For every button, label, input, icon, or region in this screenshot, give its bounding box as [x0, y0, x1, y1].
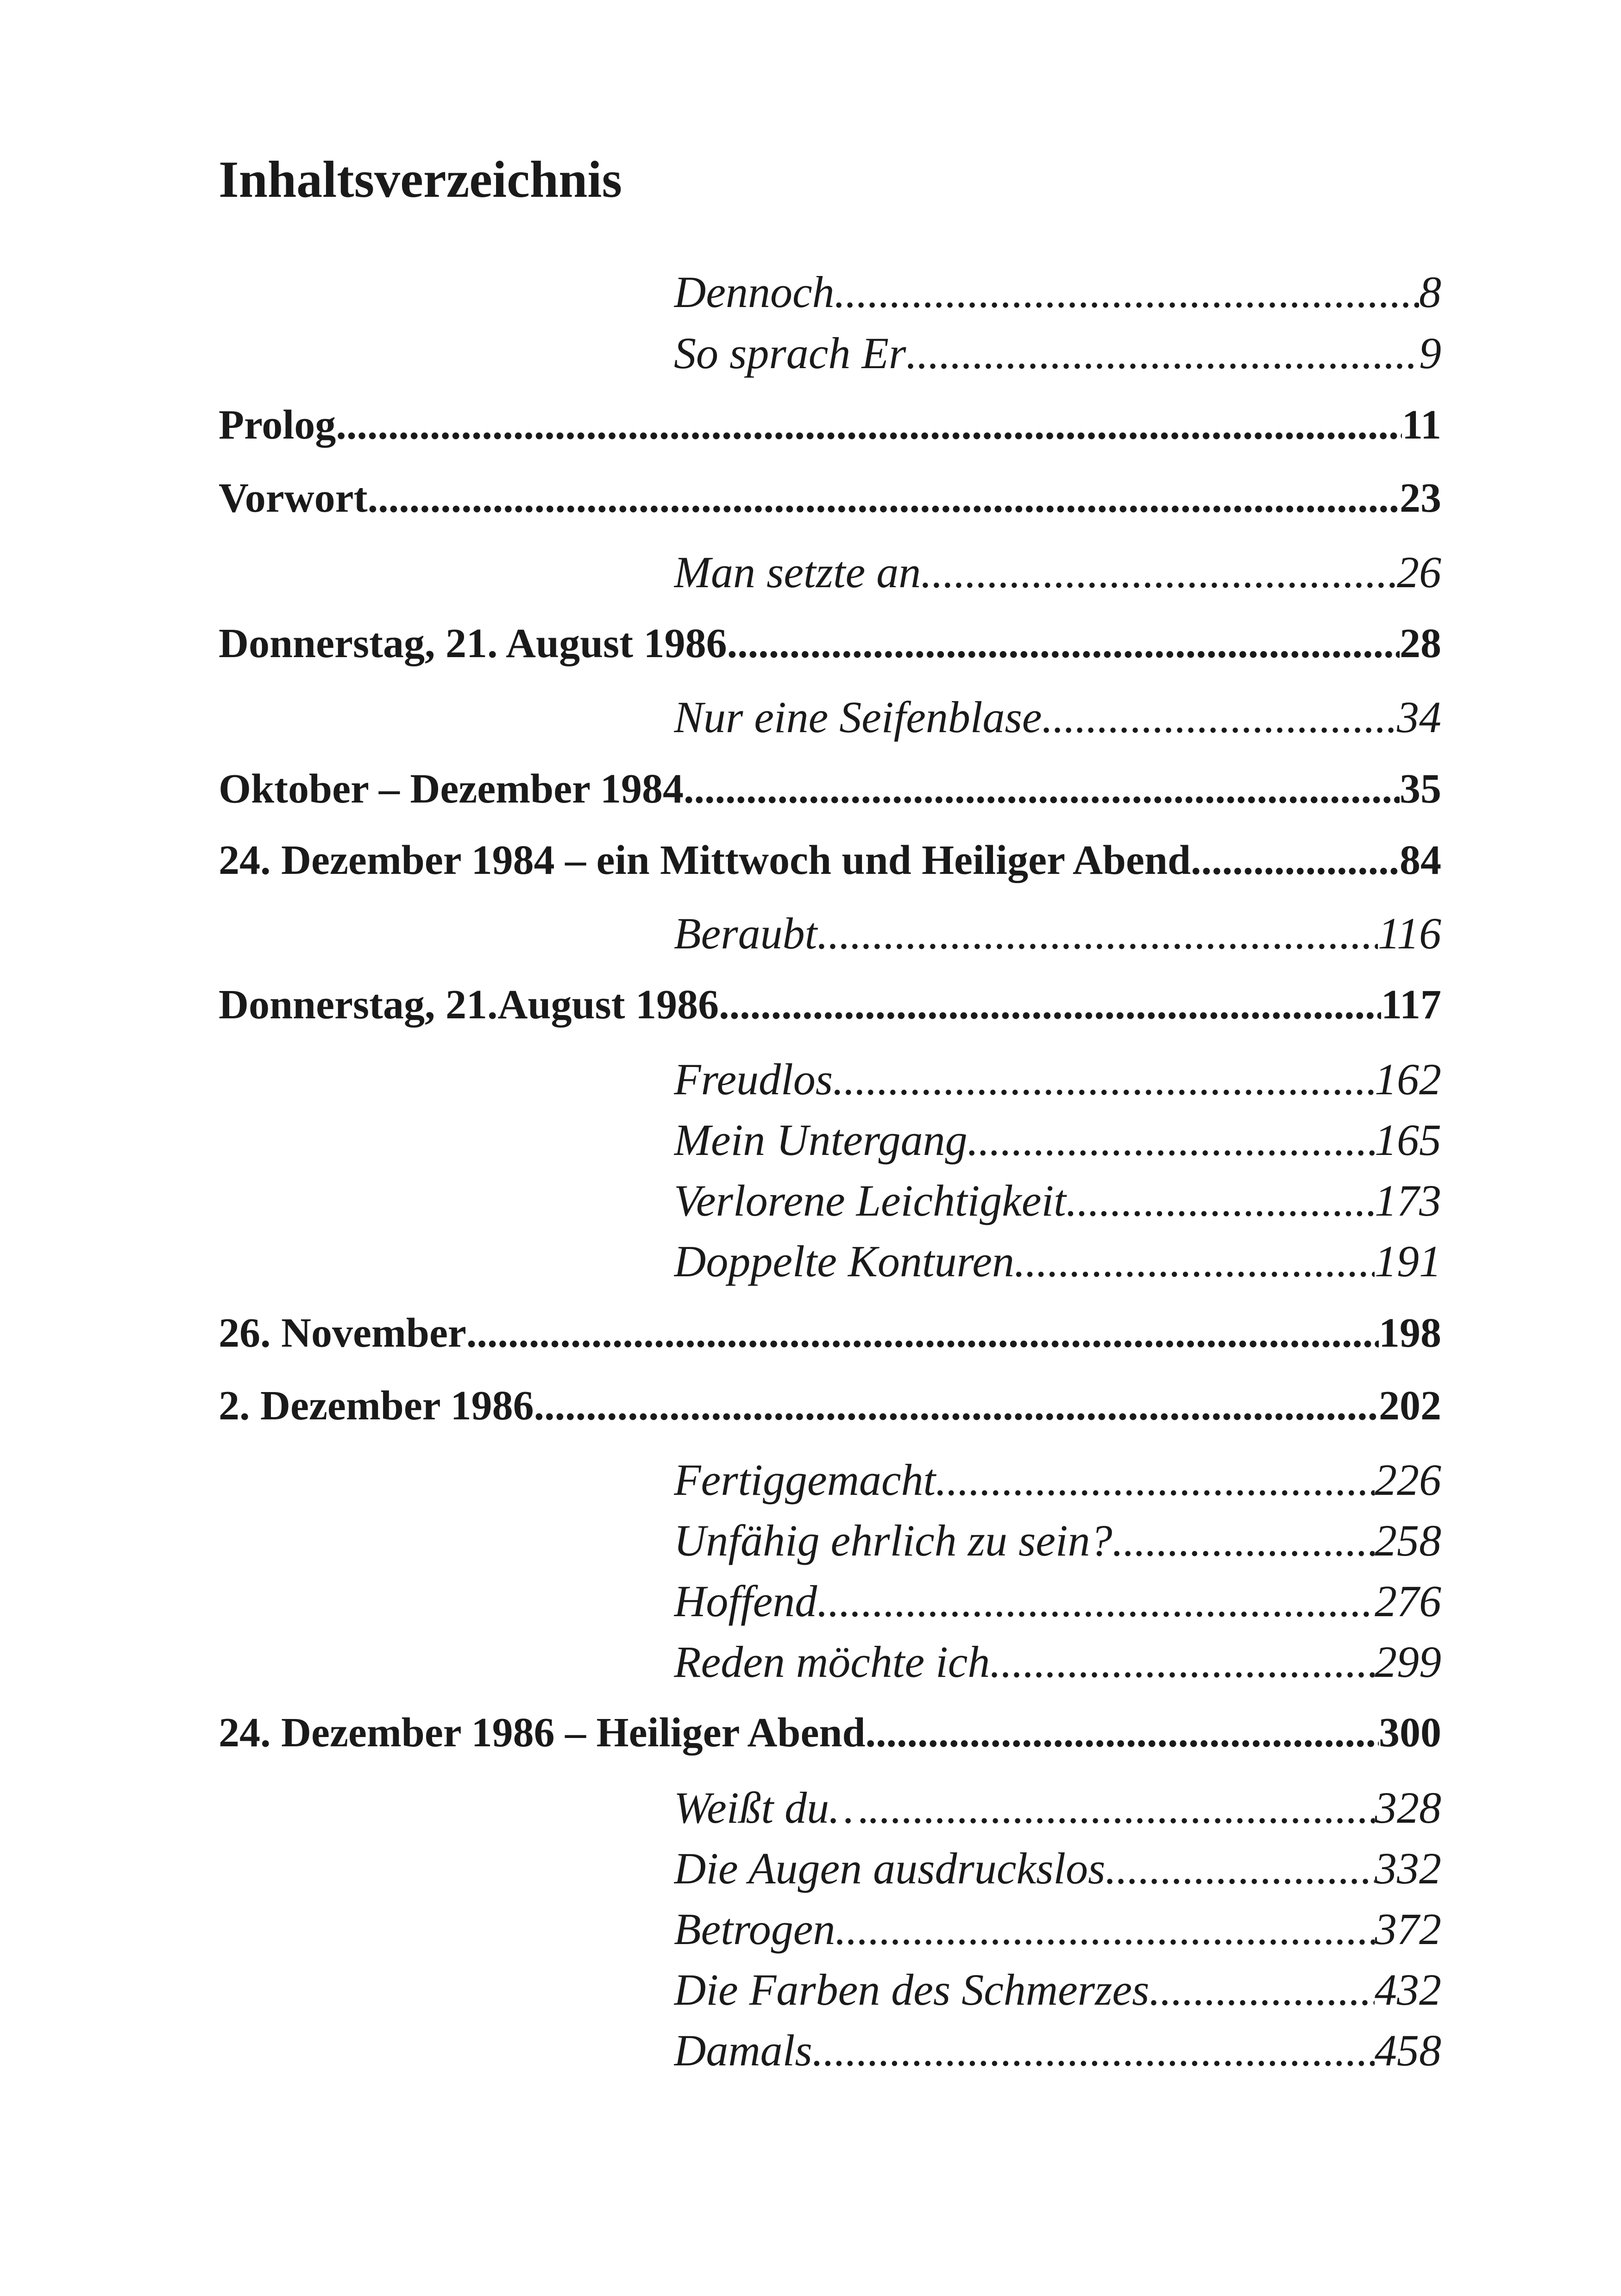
- toc-entry-title: Mein Untergang: [674, 1115, 968, 1165]
- toc-entry-page: 372: [1375, 1904, 1441, 1954]
- dot-leader: [1066, 1175, 1375, 1226]
- dot-leader: [1042, 691, 1397, 743]
- dot-leader: [336, 401, 1402, 449]
- dot-leader: [817, 908, 1378, 959]
- toc-entry-title: Die Augen ausdruckslos: [674, 1844, 1106, 1893]
- toc-entry-title: 24. Dezember 1986 – Heiliger Abend.: [219, 1710, 876, 1756]
- toc-entry-title: Reden möchte ich: [674, 1637, 990, 1687]
- dot-leader: [936, 1454, 1375, 1506]
- toc-entry-title: Prolog: [219, 402, 336, 448]
- toc-entry-poem: [674, 1964, 1441, 2024]
- toc-entry-poem: [674, 1903, 1441, 1964]
- toc-entry-poem: [674, 266, 1441, 326]
- toc-entry-chapter: [219, 401, 1441, 461]
- dot-leader: [835, 266, 1419, 318]
- toc-entry-poem: [674, 1054, 1441, 1114]
- dot-leader: [684, 765, 1400, 813]
- toc-entry-page: 165: [1375, 1115, 1441, 1165]
- dot-leader: [1112, 1515, 1375, 1566]
- toc-entry-poem: [674, 1236, 1441, 1296]
- dot-leader: [727, 620, 1400, 667]
- toc-entry-page: 11: [1401, 402, 1441, 448]
- dot-leader: [968, 1114, 1375, 1166]
- toc-entry-poem: [674, 327, 1441, 388]
- toc-entry-title: Donnerstag, 21.August 1986: [219, 982, 719, 1028]
- toc-entry-title: Fertiggemacht: [674, 1455, 936, 1505]
- dot-leader: [835, 1903, 1375, 1955]
- toc-entry-page: 191: [1375, 1236, 1441, 1286]
- dot-leader: [466, 1309, 1379, 1357]
- toc-entry-poem: [674, 1575, 1441, 1636]
- dot-leader: [876, 1709, 1379, 1757]
- toc-entry-page: 458: [1375, 2026, 1441, 2075]
- toc-entry-chapter: [219, 1382, 1441, 1442]
- toc-entry-chapter: [219, 981, 1441, 1041]
- toc-entry-page: 332: [1375, 1844, 1441, 1893]
- toc-entry-page: 8: [1419, 267, 1441, 317]
- toc-entry-page: 328: [1375, 1783, 1441, 1832]
- toc-entry-page: 9: [1419, 328, 1441, 378]
- dot-leader: [1105, 1843, 1375, 1894]
- toc-entry-chapter: [219, 765, 1441, 825]
- toc-entry-page: 173: [1375, 1176, 1441, 1225]
- dot-leader: [990, 1636, 1375, 1687]
- toc-entry-page: 26: [1397, 547, 1441, 597]
- toc-entry-poem: [674, 1175, 1441, 1235]
- toc-entry-page: 116: [1378, 909, 1441, 958]
- toc-entry-poem: [674, 546, 1441, 607]
- toc-entry-poem: [674, 1782, 1441, 1842]
- toc-entry-title: Vorwort: [219, 475, 368, 521]
- dot-leader: [1149, 1964, 1375, 2015]
- toc-entry-title: Beraubt: [674, 909, 817, 958]
- toc-entry-page: 23: [1400, 475, 1441, 521]
- page-title: Inhaltsverzeichnis: [219, 151, 622, 208]
- toc-entry-title: Damals: [674, 2026, 812, 2075]
- toc-entry-page: 34: [1397, 692, 1441, 742]
- toc-entry-title: 24. Dezember 1984 – ein Mittwoch und Heiliger Abend.: [219, 837, 1201, 883]
- toc-entry-poem: [674, 2025, 1441, 2085]
- toc-entry-title: Verlorene Leichtigkeit: [674, 1176, 1066, 1225]
- toc-entry-page: 84: [1400, 837, 1441, 883]
- toc-entry-title: Die Farben des Schmerzes: [674, 1965, 1150, 2014]
- toc-entry-title: Unfähig ehrlich zu sein?: [674, 1516, 1112, 1565]
- toc-entry-title: Man setzte an: [674, 547, 921, 597]
- toc-entry-poem: [674, 691, 1441, 752]
- toc-entry-poem: [674, 1515, 1441, 1575]
- toc-entry-title: Freudlos: [674, 1054, 833, 1104]
- toc-entry-poem: [674, 1843, 1441, 1903]
- toc-entry-poem: [674, 1636, 1441, 1696]
- toc-entry-page: 299: [1375, 1637, 1441, 1687]
- toc-entry-title: Hoffend: [674, 1576, 817, 1626]
- toc-entry-page: 28: [1400, 621, 1441, 666]
- dot-leader: [1014, 1236, 1375, 1287]
- toc-entry-title: Oktober – Dezember 1984: [219, 766, 684, 812]
- dot-leader: [534, 1382, 1379, 1430]
- dot-leader: [368, 474, 1400, 522]
- dot-leader: [868, 1782, 1375, 1833]
- toc-entry-title: 26. November: [219, 1310, 466, 1356]
- toc-entry-page: 35: [1400, 766, 1441, 812]
- toc-entry-page: 300: [1379, 1710, 1441, 1756]
- dot-leader: [833, 1054, 1375, 1105]
- dot-leader: [1201, 836, 1400, 884]
- toc-entry-chapter: [219, 1309, 1441, 1369]
- toc-entry-chapter: [219, 474, 1441, 534]
- dot-leader: [719, 981, 1381, 1029]
- dot-leader: [921, 546, 1397, 598]
- toc-entry-page: 276: [1375, 1576, 1441, 1626]
- toc-entry-chapter: [219, 620, 1441, 680]
- dot-leader: [906, 327, 1419, 379]
- toc-entry-title: 2. Dezember 1986: [219, 1383, 534, 1429]
- toc-entry-title: So sprach Er: [674, 328, 906, 378]
- toc-entry-page: 258: [1375, 1516, 1441, 1565]
- toc-entry-page: 117: [1381, 982, 1441, 1028]
- toc-entry-page: 202: [1379, 1383, 1441, 1429]
- toc-entry-page: 226: [1375, 1455, 1441, 1505]
- toc-entry-poem: [674, 1454, 1441, 1514]
- dot-leader: [812, 2025, 1375, 2076]
- toc-entry-title: Weißt du…: [674, 1783, 869, 1832]
- toc-entry-title: Donnerstag, 21. August 1986: [219, 621, 727, 666]
- toc-entry-title: Doppelte Konturen: [674, 1236, 1014, 1286]
- toc-entry-page: 198: [1379, 1310, 1441, 1356]
- toc-entry-page: 432: [1375, 1965, 1441, 2014]
- toc-entry-title: Nur eine Seifenblase: [674, 692, 1042, 742]
- dot-leader: [817, 1575, 1375, 1627]
- toc-entry-chapter: [219, 1709, 1441, 1769]
- toc-entry-poem: [674, 908, 1441, 968]
- toc-entry-chapter: [219, 836, 1441, 897]
- toc-entry-page: 162: [1375, 1054, 1441, 1104]
- toc-entry-title: Dennoch: [674, 267, 835, 317]
- toc-entry-title: Betrogen: [674, 1904, 836, 1954]
- toc-entry-poem: [674, 1114, 1441, 1174]
